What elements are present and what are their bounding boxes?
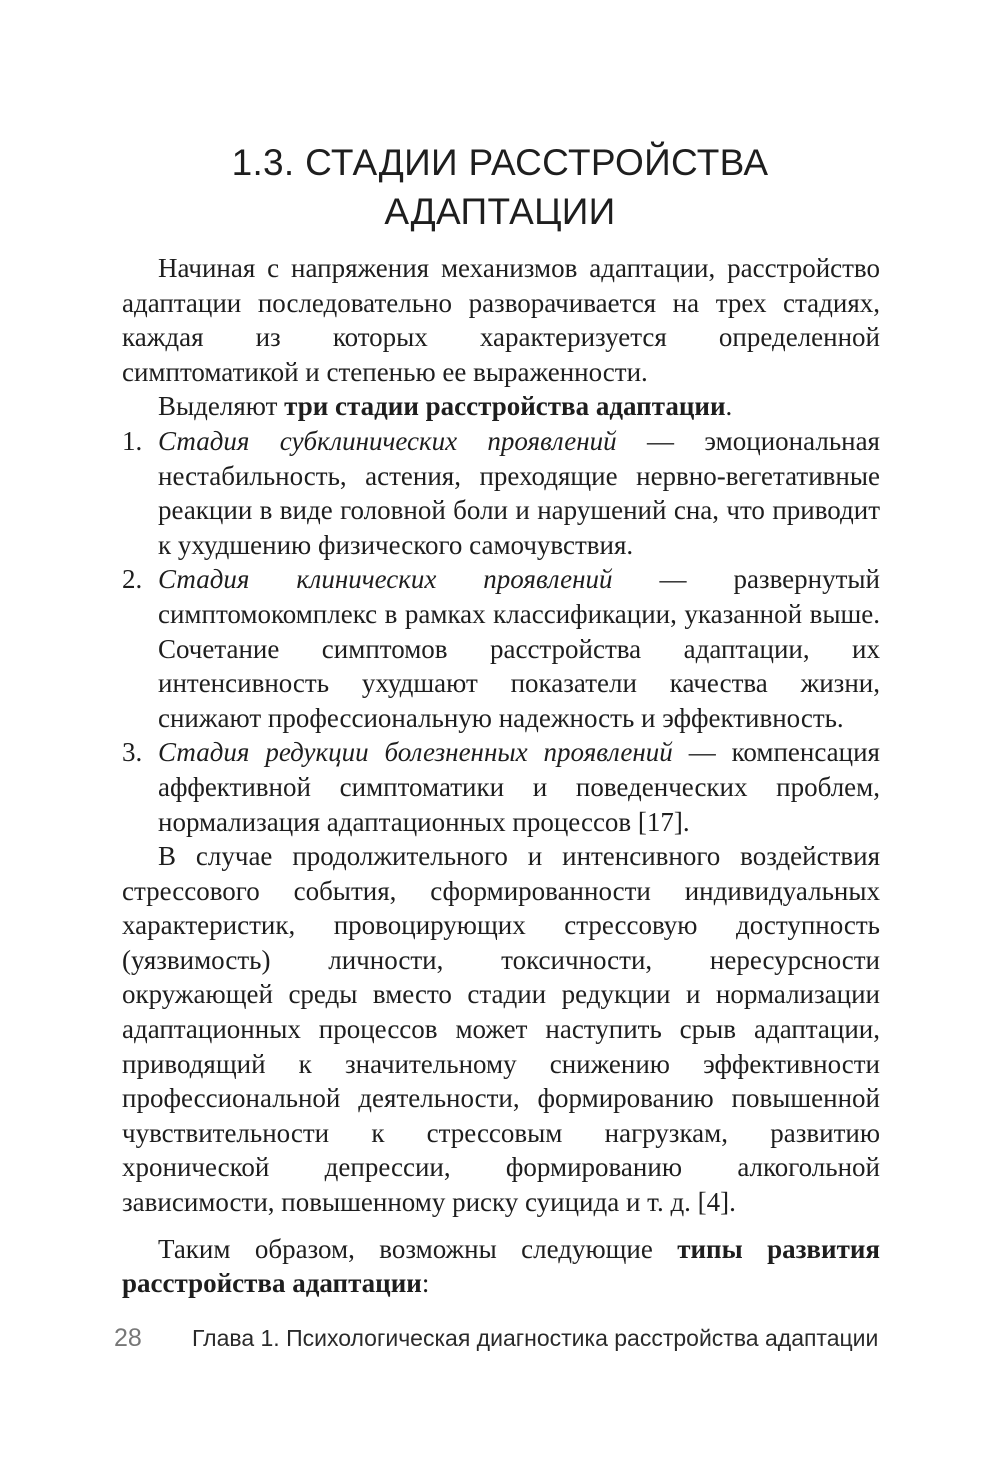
page-footer [114,1323,894,1353]
list-item-number: 1. [122,425,143,456]
page-title [0,138,1000,236]
stage-description: — компенсация аффективной симптоматики и поведенческих проблем, нормализация адаптационных процессов [17]. [158,737,880,837]
list-item-number: 2. [122,564,143,595]
list-item [122,424,880,562]
stages-lead-bold: три стадии расстройства адаптации [284,391,726,422]
types-lead-text: Таким образом, возможны следующие [158,1233,678,1264]
list-item-number: 3. [122,737,143,768]
stage-name: Стадия редукции болезненных проявлений [158,737,673,768]
stage-description: — развернутый симптомокомплекс в рамках классификации, указанной выше. Сочетание симптомов расстройства адаптации, их интенсивность ухудшают показатели качества жизни, снижают профессиональную надежность и эффективность. [158,564,880,733]
types-lead-end: : [421,1268,430,1299]
stages-list [122,424,880,839]
stage-name: Стадия субклинических проявлений [158,425,617,456]
stages-lead-end: . [725,391,733,422]
stages-lead-text: Выделяют [158,391,285,422]
running-head: Глава 1. Психологическая диагностика расстройства адаптации [192,1325,879,1351]
stage-name: Стадия клинических проявлений [158,564,613,595]
paragraph-stages-lead [122,389,880,424]
types-lead-bold: типы развития расстройства адаптации [122,1233,880,1299]
title-line-2: АДАПТАЦИИ [384,191,616,232]
paragraph-types-lead [122,1232,880,1301]
body-text [122,251,880,1301]
page-number: 28 [114,1324,142,1352]
paragraph-breakdown: В случае продолжительного и интенсивного воздействия стрессового события, сформированности индивидуальных характеристик, провоцирующих стрессовую доступность (уязвимость) личности, токсичности, нересурсности окружающей среды вместо стадии редукции и нормализации адаптационных процессов может наступить срыв адаптации, приводящий к значительному снижению эффективности профессиональной деятельности, формированию повышенной чувствительности к стрессовым нагрузкам, развитию хронической депрессии, формированию алкогольной зависимости, повышенному риску суицида и т. д. [4]. [122,841,880,1218]
title-line-1: 1.3. СТАДИИ РАССТРОЙСТВА [231,142,769,183]
stage-description: — эмоциональная нестабильность, астения, преходящие нервно-вегетативные реакции в виде головной боли и нарушений сна, что приводит к ухудшению физического самочувствия. [158,425,880,560]
paragraph-intro: Начиная с напряжения механизмов адаптации, расстройство адаптации последовательно разворачивается на трех стадиях, каждая из которых характеризуется определенной симптоматикой и степенью ее выраженности. [122,253,880,387]
list-item [122,735,880,839]
list-item [122,562,880,735]
